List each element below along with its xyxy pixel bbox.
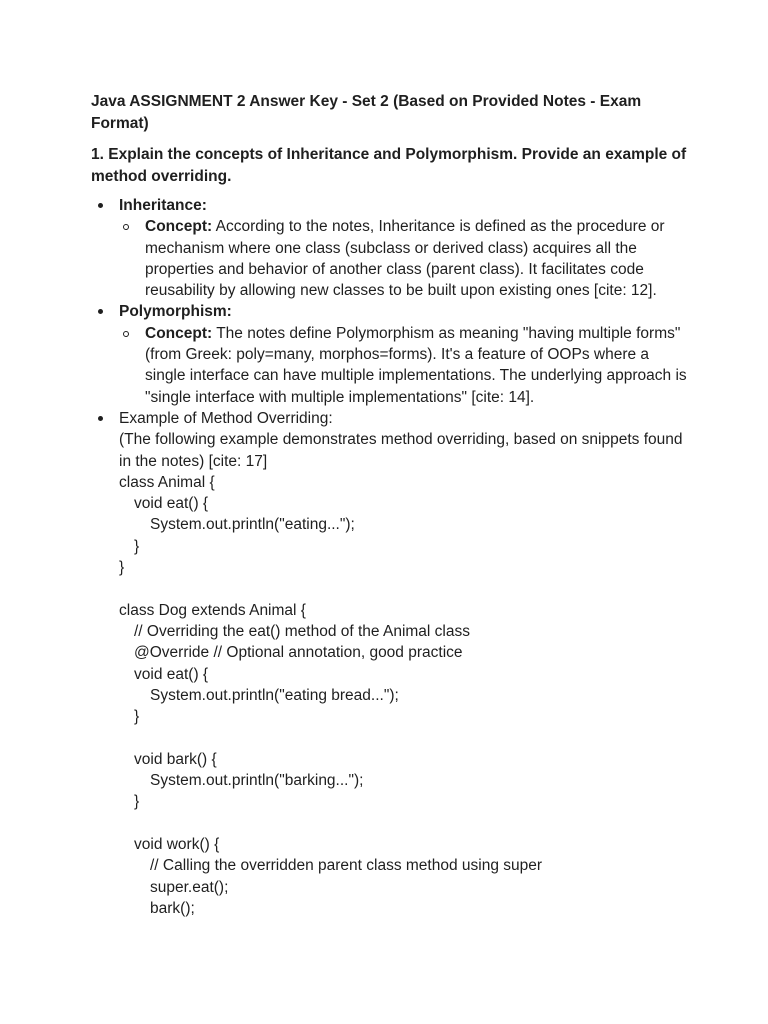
code-line: void eat() { bbox=[134, 665, 209, 683]
code-line: super.eat(); bbox=[150, 878, 229, 896]
polymorphism-sublist bbox=[119, 323, 691, 408]
code-line bbox=[119, 578, 691, 599]
concept-label: Concept: bbox=[145, 218, 213, 236]
code-line: } bbox=[134, 537, 140, 555]
example-intro: (The following example demonstrates method overriding, based on snippets found in the notes) [cite: 17] bbox=[119, 431, 683, 470]
list-item-polymorphism bbox=[91, 301, 691, 407]
inheritance-sublist bbox=[119, 216, 691, 301]
code-line bbox=[119, 813, 691, 834]
concept-text: According to the notes, Inheritance is defined as the procedure or mechanism where one class (subclass or derived class) acquires all the properties and behavior of another class (parent class). It facilitates code reusability by allowing new classes to be built upon existing ones [cite: 12]. bbox=[145, 218, 665, 300]
filled-bullet-icon bbox=[98, 203, 103, 208]
hollow-bullet-icon bbox=[123, 331, 129, 337]
code-line: System.out.println("eating..."); bbox=[150, 516, 355, 534]
question-heading: 1. Explain the concepts of Inheritance and Polymorphism. Provide an example of method overriding. bbox=[91, 146, 687, 185]
code-line: System.out.println("eating bread..."); bbox=[150, 686, 399, 704]
example-heading: Example of Method Overriding: bbox=[119, 409, 333, 427]
code-line: System.out.println("barking..."); bbox=[150, 772, 364, 790]
polymorphism-concept bbox=[119, 323, 691, 408]
list-item-example bbox=[91, 408, 691, 919]
code-line: } bbox=[134, 708, 140, 726]
code-line: } bbox=[119, 559, 125, 577]
hollow-bullet-icon bbox=[123, 224, 129, 230]
filled-bullet-icon bbox=[98, 309, 103, 314]
code-line bbox=[119, 727, 691, 748]
document-page bbox=[91, 91, 691, 919]
code-line: void work() { bbox=[134, 835, 220, 853]
inheritance-heading: Inheritance: bbox=[119, 197, 207, 214]
code-line: bark(); bbox=[150, 899, 195, 917]
code-line: void bark() { bbox=[134, 750, 217, 768]
concept-text: The notes define Polymorphism as meaning "having multiple forms" (from Greek: poly=many, morphos=forms). It's a feature of OOPs where a single interface can have multiple implementations. The underlying approach is "single interface with multiple implementations" [cite: 14]. bbox=[145, 324, 687, 406]
list-item-inheritance bbox=[91, 195, 691, 301]
code-line: // Calling the overridden parent class method using super bbox=[150, 857, 543, 875]
concept-label: Concept: bbox=[145, 324, 213, 342]
code-line: } bbox=[134, 793, 140, 811]
document-title: Java ASSIGNMENT 2 Answer Key - Set 2 (Based on Provided Notes - Exam Format) bbox=[91, 93, 642, 132]
code-line: class Animal { bbox=[119, 473, 215, 491]
code-line: // Overriding the eat() method of the Animal class bbox=[134, 622, 470, 640]
code-line: class Dog extends Animal { bbox=[119, 601, 306, 619]
filled-bullet-icon bbox=[98, 416, 103, 421]
polymorphism-heading: Polymorphism: bbox=[119, 303, 232, 321]
code-line: @Override // Optional annotation, good practice bbox=[134, 644, 463, 662]
inheritance-concept bbox=[119, 216, 691, 301]
code-line: void eat() { bbox=[134, 495, 209, 513]
code-block bbox=[119, 472, 691, 919]
answer-list bbox=[91, 195, 691, 919]
